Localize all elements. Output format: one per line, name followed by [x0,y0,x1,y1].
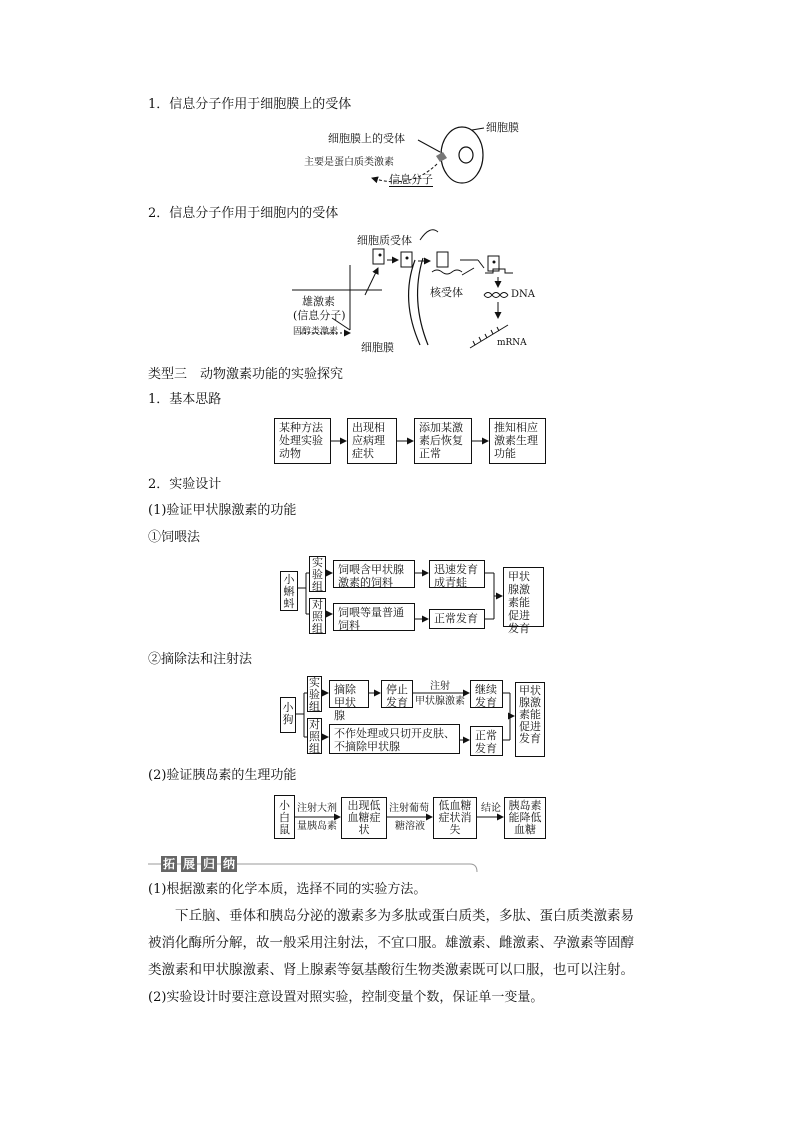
insulin-step2: 低血糖症状消失 [433,797,477,839]
label-androgen: 雄激素 [302,295,335,308]
label-dna: DNA [511,289,535,300]
insulin-conclusion: 胰岛素能降低血糖 [504,797,546,839]
flow-step-2: 出现相应病理症状 [347,418,397,464]
label-mrna: mRNA [497,338,527,348]
feed-exp-group: 实验组 [309,556,326,592]
banner-char-4: 纳 [222,857,235,871]
insulin-arrow1-top: 注射大剂 [297,803,337,814]
type3-title: 类型三 动物激素功能的实验探究 [148,367,344,382]
flow-step-4: 推知相应激素生理功能 [489,418,546,464]
removal-exp-group: 实验组 [309,676,320,713]
flow-step-1: 某种方法处理实验动物 [274,418,331,464]
feed-exp-step: 饲喂含甲状腺激素的饲料 [333,560,415,588]
summary-p2: 下丘脑、垂体和胰岛分泌的激素多为多肽或蛋白质类，多肽、蛋白质类激素易被消化酶所分解，故一般采用注射法，不宜口服。雄激素、雌激素、孕激素等固醇类激素和甲状腺激素、肾上腺素等氨基酸衍生物类激素既可以口服，也可以注射。 [148,908,634,978]
feed-exp-result: 迅速发育成青蛙 [429,560,485,588]
banner-char-1: 拓 [162,857,175,871]
removal-exp-result: 继续发育 [470,680,503,708]
label-steroid: 固醇类激素 [293,327,339,337]
label-cytoplasm-receptor: 细胞质受体 [357,234,412,247]
banner-rule [148,864,477,872]
feed-ctrl-group: 对照组 [309,598,326,634]
heading-basic-idea: 1．基本思路 [148,392,222,407]
label-cell-membrane: 细胞膜 [486,121,519,134]
banner-char-2: 展 [182,857,195,871]
removal-exp-mid: 停止发育 [381,680,413,708]
heading-feeding: ①饲喂法 [148,530,201,545]
removal-conclusion: 甲状腺激素能促进发育 [515,682,545,757]
removal-exp-step: 摘除甲状腺 [329,680,369,708]
insulin-step1: 出现低血糖症状 [341,797,387,839]
removal-ctrl-group: 对照组 [309,718,320,755]
label-androgen-note: (信息分子) [293,309,346,322]
label-membrane-receptor: 细胞膜上的受体 [328,132,405,145]
insulin-subject: 小白鼠 [274,795,295,839]
heading-design: 2．实验设计 [148,477,222,492]
banner-char-3: 归 [202,857,215,871]
insulin-arrow3: 结论 [481,803,501,814]
removal-subject: 小狗 [280,697,296,733]
removal-ctrl-step: 不作处理或只切开皮肤、不摘除甲状腺 [329,724,460,754]
heading-membrane-receptor: 1．信息分子作用于细胞膜上的受体 [148,97,352,112]
removal-inject-bottom: 甲状腺激素 [415,696,465,707]
feed-subject: 小蝌蚪 [280,571,298,611]
feed-ctrl-step: 饲喂等量普通饲料 [333,603,415,631]
label-protein-hormone: 主要是蛋白质类激素 [304,157,394,168]
flow-step-3: 添加某激素后恢复正常 [414,418,472,464]
insulin-arrow2-top: 注射葡萄 [389,803,429,814]
heading-removal: ②摘除法和注射法 [148,652,253,667]
label-nuclear-receptor: 核受体 [430,286,463,299]
label-membrane-2: 细胞膜 [361,341,394,354]
removal-ctrl-result: 正常发育 [470,726,503,756]
feed-conclusion: 甲状腺激素能促进发育 [503,567,544,627]
summary-p3: (2)实验设计时要注意设置对照实验，控制变量个数，保证单一变量。 [148,990,544,1005]
removal-inject-top: 注射 [430,681,450,692]
insulin-arrow2-bottom: 糖溶液 [395,821,425,832]
summary-p1: (1)根据激素的化学本质，选择不同的实验方法。 [148,882,427,897]
label-signal-molecule: 信息分子 [389,173,433,186]
heading-intracellular-receptor: 2．信息分子作用于细胞内的受体 [148,206,339,221]
feed-ctrl-result: 正常发育 [429,609,485,629]
heading-thyroid: (1)验证甲状腺激素的功能 [148,503,297,518]
insulin-arrow1-bottom: 量胰岛素 [297,821,337,832]
heading-insulin: (2)验证胰岛素的生理功能 [148,768,297,783]
